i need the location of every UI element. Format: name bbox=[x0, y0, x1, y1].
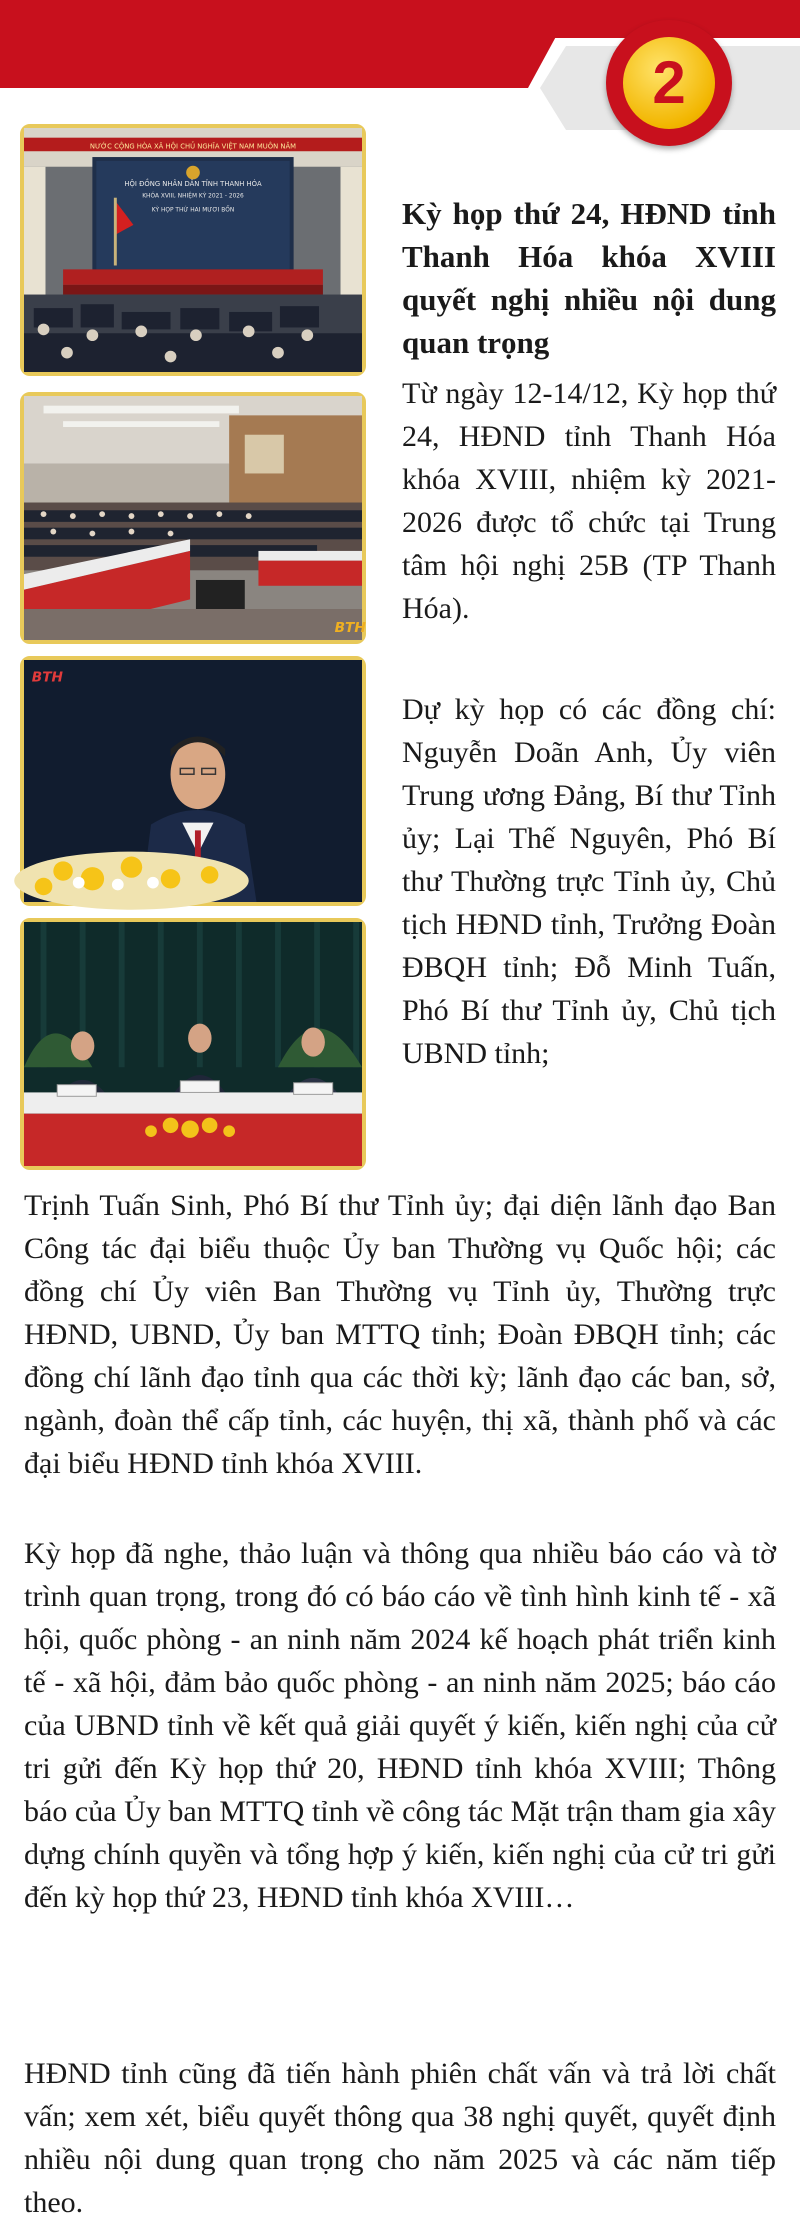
photo1-banner: NƯỚC CỘNG HÒA XÃ HỘI CHỦ NGHĨA VIỆT NAM MUÔN NĂM bbox=[89, 142, 297, 151]
article-paragraph-2-part-1: Dự kỳ họp có các đồng chí: Nguyễn Doãn Anh, Ủy viên Trung ương Đảng, Bí thư Tỉnh ủy; Lại Thế Nguyên, Phó Bí thư Thường trực Tỉnh ủy, Chủ tịch HĐND tỉnh, Trưởng Đoàn ĐBQH tỉnh; Đỗ Minh Tuấn, Phó Bí thư Tỉnh ủy, Chủ tịch UBND tỉnh; bbox=[402, 693, 776, 1070]
photo3-watermark: BTH bbox=[31, 669, 64, 686]
photo-assembly-hall bbox=[20, 124, 366, 376]
photo-speaker-portrait bbox=[20, 656, 366, 906]
article-paragraph-1: Từ ngày 12-14/12, Kỳ họp thứ 24, HĐND tỉnh Thanh Hóa khóa XVIII, nhiệm kỳ 2021-2026 được tổ chức tại Trung tâm hội nghị 25B (TP Thanh Hóa). bbox=[402, 377, 776, 625]
svg-text:KHÓA XVIII, NHIỆM KỲ 2021 - 20: KHÓA XVIII, NHIỆM KỲ 2021 - 2026 bbox=[142, 193, 244, 200]
photo-conference-hall bbox=[20, 392, 366, 644]
svg-text:KỲ HỌP THỨ HAI MƯƠI BỐN: KỲ HỌP THỨ HAI MƯƠI BỐN bbox=[151, 207, 235, 214]
photo2-watermark: BTH bbox=[334, 620, 366, 637]
section-number: 2 bbox=[652, 49, 686, 116]
article-paragraph-3: Kỳ họp đã nghe, thảo luận và thông qua nhiều báo cáo và tờ trình quan trọng, trong đó có báo cáo về tình hình kinh tế - xã hội, quốc phòng - an ninh năm 2024 kế hoạch phát triển kinh tế - xã hội, đảm bảo quốc phòng - an ninh năm 2025; báo cáo của UBND tỉnh về kết quả giải quyết ý kiến, kiến nghị của cử tri gửi đến Kỳ họp thứ 20, HĐND tỉnh khóa XVIII; Thông báo của Ủy ban MTTQ tỉnh về công tác Mặt trận tham gia xây dựng chính quyền và tổng hợp ý kiến, kiến nghị của cử tri gửi đến kỳ họp thứ 23, HĐND tỉnh khóa XVIII… bbox=[24, 1537, 776, 1914]
article-paragraph-4: HĐND tỉnh cũng đã tiến hành phiên chất vấn và trả lời chất vấn; xem xét, biểu quyết thông qua 38 nghị quyết, quyết định nhiều nội dung quan trọng cho năm 2025 và các năm tiếp theo. bbox=[24, 2057, 776, 2219]
photo-presidium-table bbox=[20, 918, 366, 1170]
article-paragraph-2-part-2: Trịnh Tuấn Sinh, Phó Bí thư Tỉnh ủy; đại diện lãnh đạo Ban Công tác đại biểu thuộc Ủy ban Thường vụ Quốc hội; các đồng chí Ủy viên Ban Thường vụ Tỉnh ủy, Thường trực HĐND, UBND, Ủy ban MTTQ tỉnh; Đoàn ĐBQH tỉnh; các đồng chí lãnh đạo tỉnh qua các thời kỳ; lãnh đạo các ban, sở, ngành, đoàn thể cấp tỉnh, các huyện, thị xã, thành phố và các đại biểu HĐND tỉnh khóa XVIII. bbox=[24, 1189, 776, 1480]
article-title: Kỳ họp thứ 24, HĐND tỉnh Thanh Hóa khóa XVIII quyết nghị nhiều nội dung quan trọng bbox=[402, 196, 776, 360]
section-number-badge bbox=[623, 37, 715, 129]
svg-text:HỘI ĐỒNG NHÂN DÂN TỈNH THANH H: HỘI ĐỒNG NHÂN DÂN TỈNH THANH HÓA bbox=[124, 180, 262, 189]
